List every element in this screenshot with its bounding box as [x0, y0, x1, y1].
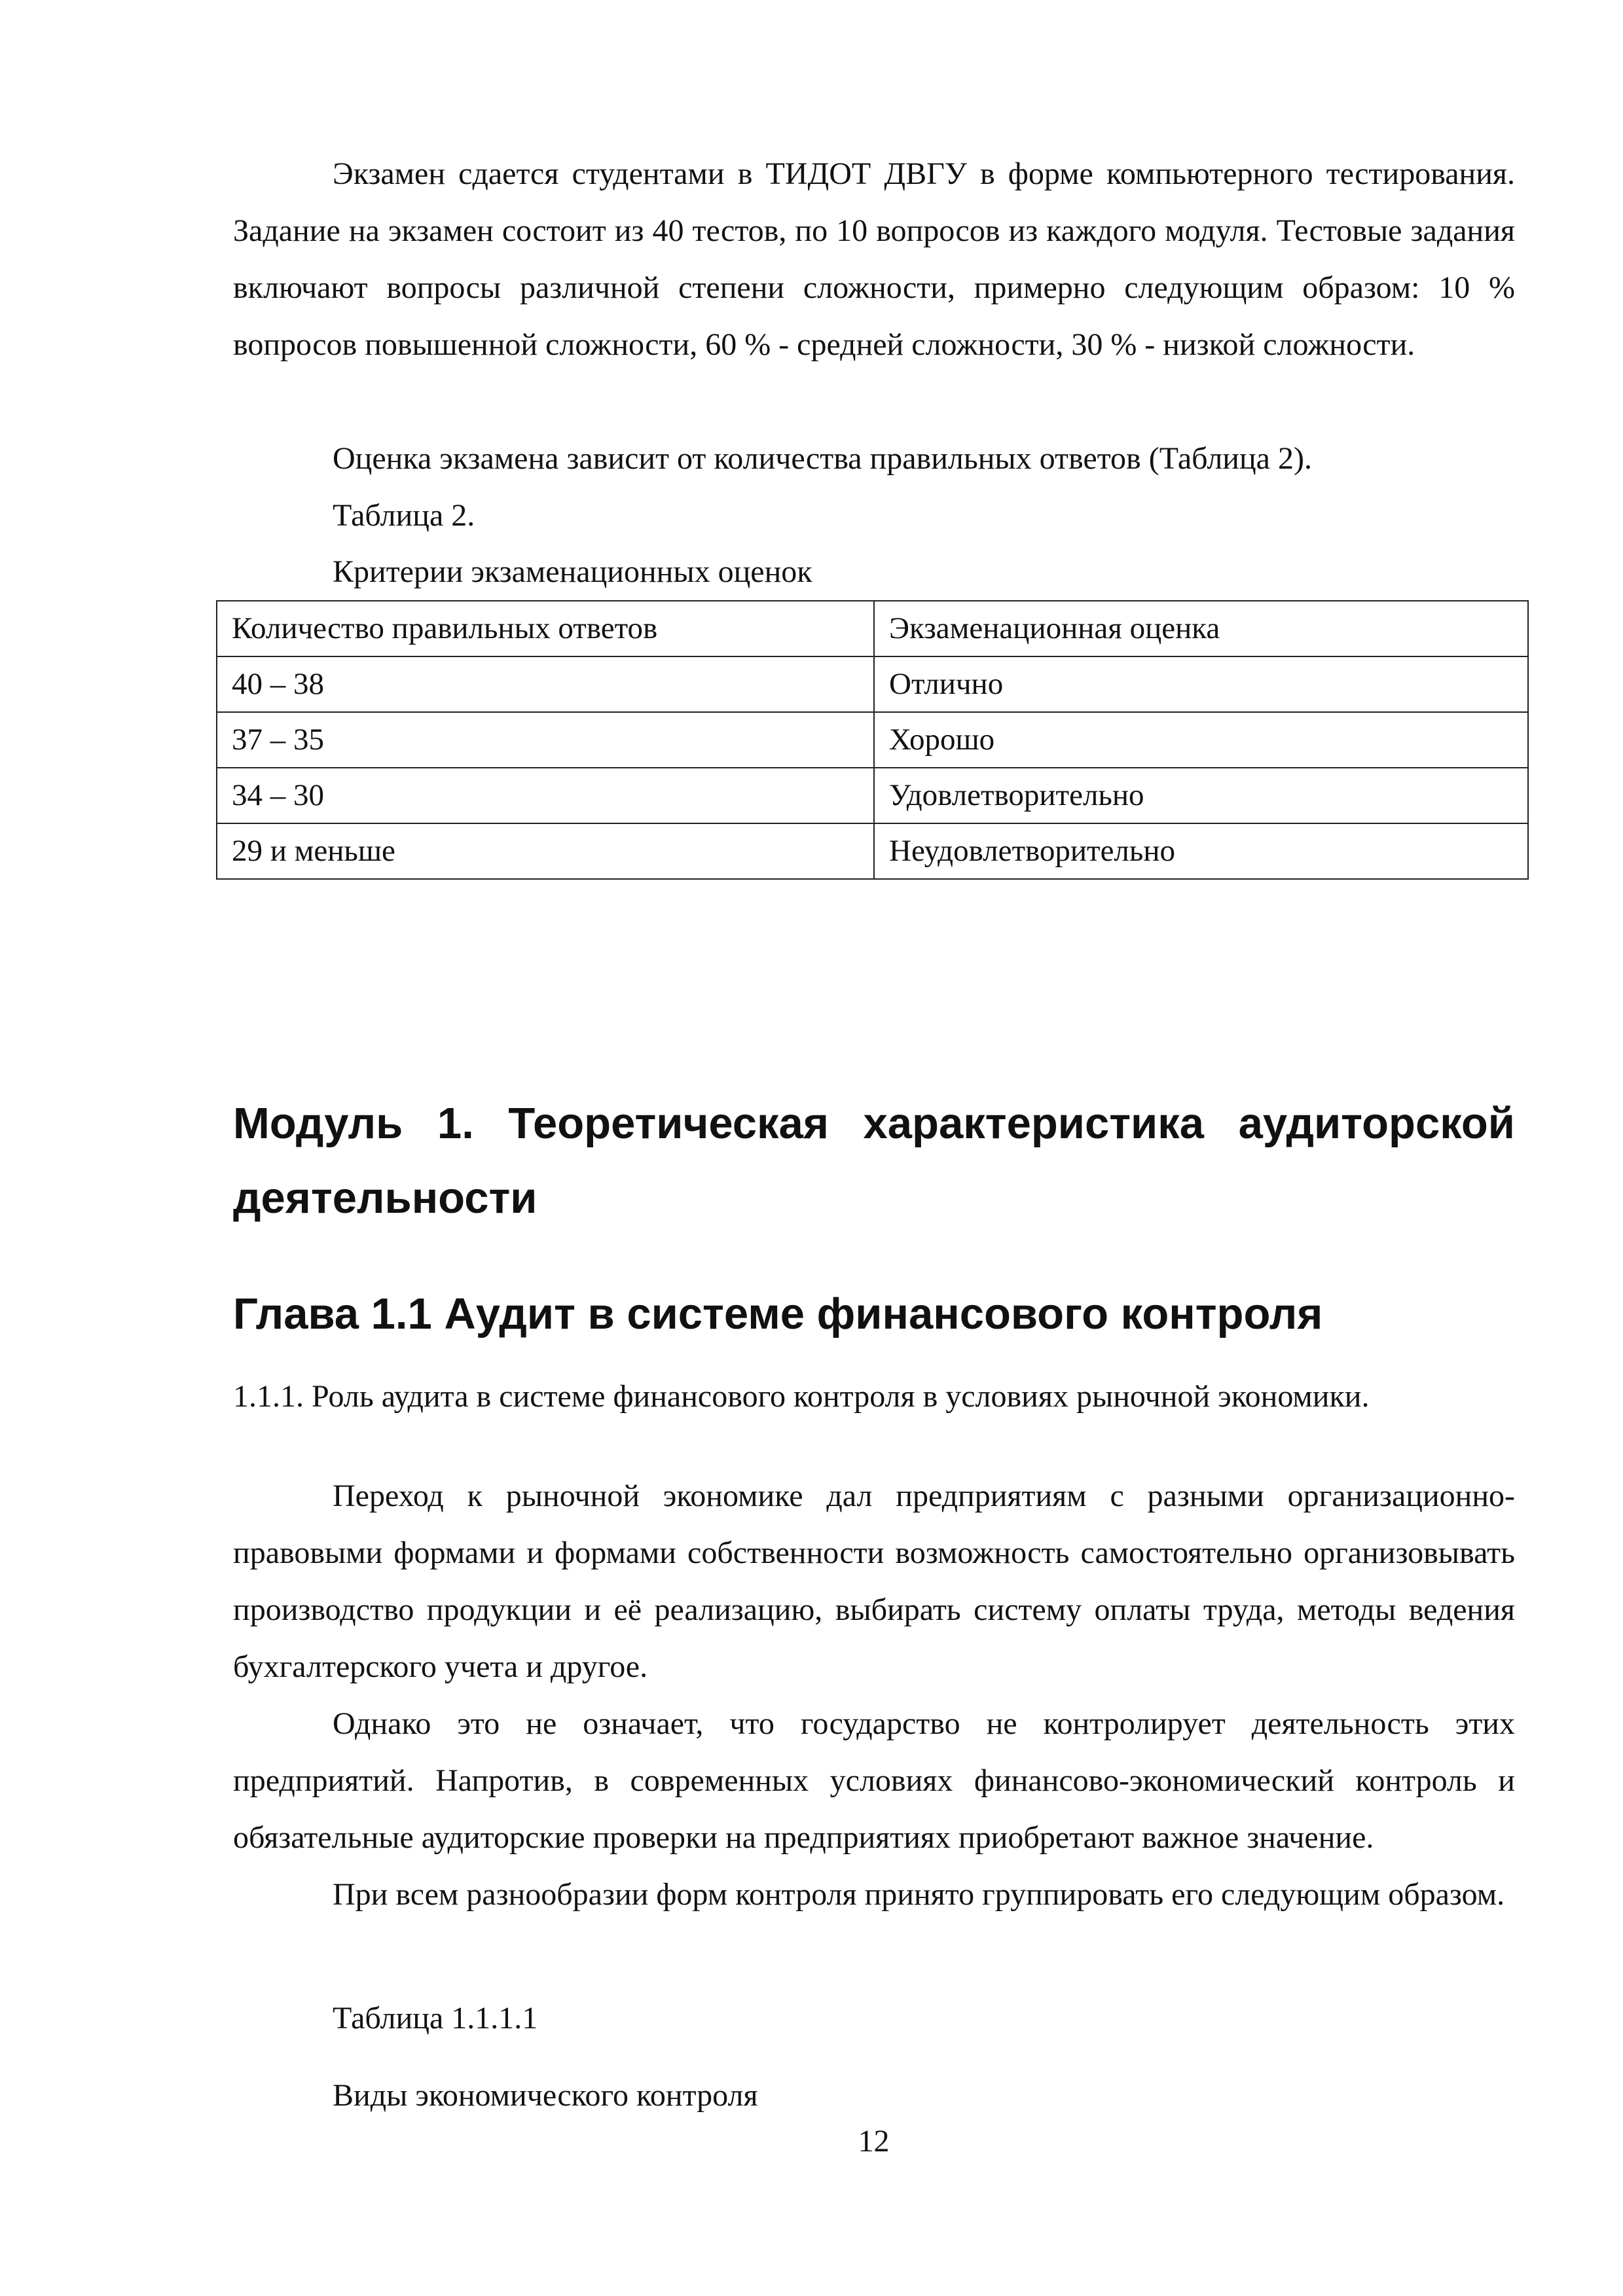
- table-row: [217, 823, 1528, 879]
- body-paragraph-1: Переход к рыночной экономике дал предприятиям с разными организационно-правовыми формами и формами собственности возможность самостоятельно организовывать производство продукции и её реализацию, выбирать систему оплаты труда, методы ведения бухгалтерского учета и другое.: [233, 1479, 1515, 1684]
- table-cell: Отлично: [874, 656, 1528, 712]
- table-label: Таблица 2.: [333, 498, 475, 533]
- table-cell: Неудовлетворительно: [874, 823, 1528, 879]
- module-title: Модуль 1. Теоретическая характеристика аудиторской деятельности: [233, 1099, 1515, 1223]
- section-title: 1.1.1. Роль аудита в системе финансового контроля в условиях рыночной экономики.: [233, 1379, 1370, 1414]
- body-paragraph-2: Однако это не означает, что государство не контролирует деятельность этих предприятий. Напротив, в современных условиях финансово-экономический контроль и обязательные аудиторские проверки на предприятиях приобретают важное значение.: [233, 1706, 1515, 1855]
- table-row: [217, 656, 1528, 712]
- body-paragraph-3: При всем разнообразии форм контроля принято группировать его следующим образом.: [333, 1877, 1505, 1912]
- table-label-2: Таблица 1.1.1.1: [333, 2001, 538, 2036]
- table-cell: 37 – 35: [217, 712, 874, 768]
- table-header-row: [217, 601, 1528, 656]
- chapter-title: Глава 1.1 Аудит в системе финансового контроля: [233, 1289, 1323, 1338]
- table-caption: Критерии экзаменационных оценок: [333, 554, 812, 589]
- table-cell: Удовлетворительно: [874, 768, 1528, 823]
- header-cell: Экзаменационная оценка: [874, 601, 1528, 656]
- header-cell: Количество правильных ответов: [217, 601, 874, 656]
- table-row: [217, 712, 1528, 768]
- grade-note: Оценка экзамена зависит от количества правильных ответов (Таблица 2).: [333, 441, 1312, 476]
- table-caption-2: Виды экономического контроля: [333, 2078, 758, 2113]
- table-cell: Хорошо: [874, 712, 1528, 768]
- table-cell: 29 и меньше: [217, 823, 874, 879]
- table-cell: 34 – 30: [217, 768, 874, 823]
- table-row: [217, 768, 1528, 823]
- intro-paragraph: Экзамен сдается студентами в ТИДОТ ДВГУ в форме компьютерного тестирования. Задание на экзамен состоит из 40 тестов, по 10 вопросов из каждого модуля. Тестовые задания включают вопросы различной степени сложности, примерно следующим образом: 10 % вопросов повышенной сложности, 60 % - средней сложности, 30 % - низкой сложности.: [233, 156, 1515, 362]
- page-number: 12: [858, 2124, 890, 2159]
- criteria-table: [216, 600, 1529, 880]
- table-cell: 40 – 38: [217, 656, 874, 712]
